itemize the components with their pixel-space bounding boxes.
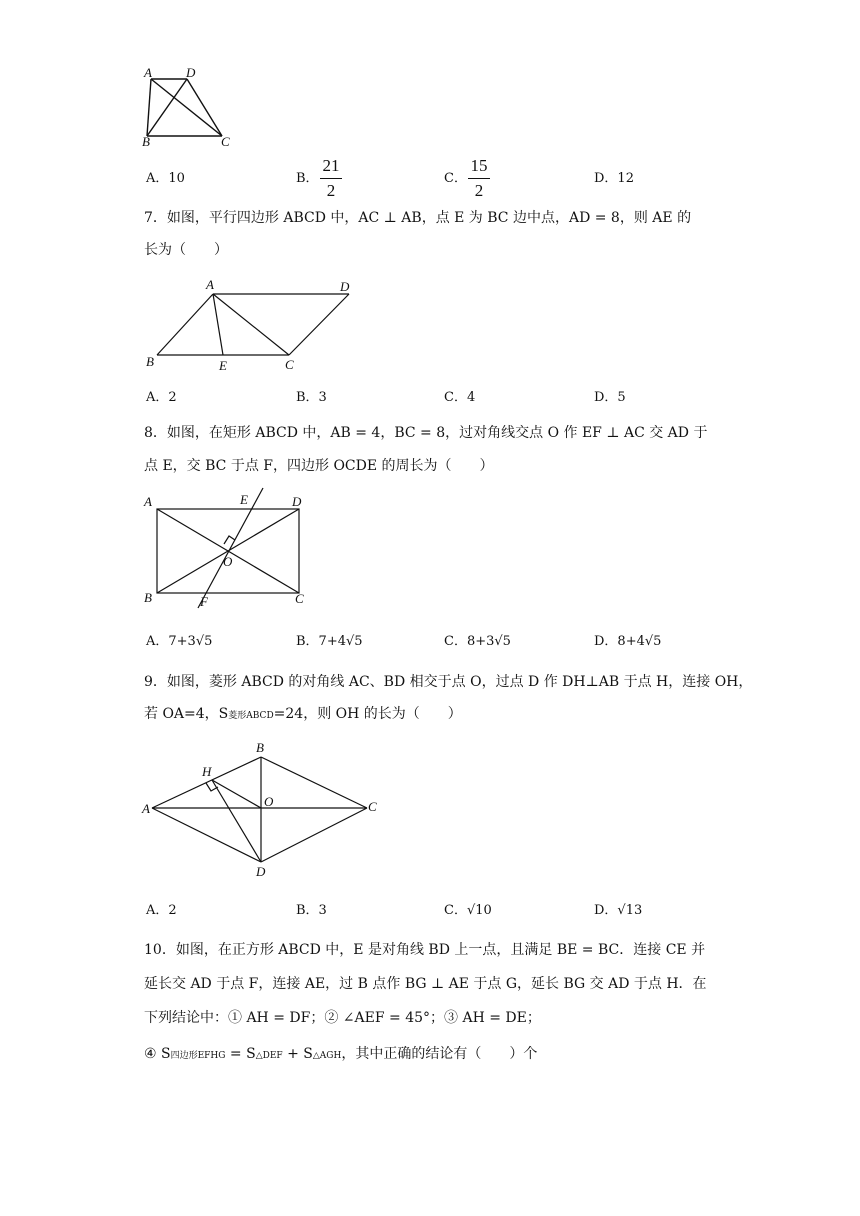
q10-line4-d: ，其中正确的结论有（ ）个 xyxy=(341,1046,538,1062)
q10-question-line3: 下列结论中：① AH = DF；② ∠AEF = 45°；③ AH = DE； xyxy=(144,1010,541,1026)
q10-line4-b: = S xyxy=(225,1046,256,1062)
q8-option-b: B．7+4√5 xyxy=(296,634,363,649)
q6-option-b-prefix: B． xyxy=(296,171,319,186)
q9-option-a: A．2 xyxy=(146,903,177,918)
q8-question-line1: 8．如图，在矩形 ABCD 中，AB = 4，BC = 8，过对角线交点 O 作 EF ⊥ AC 交 AD 于 xyxy=(144,425,708,441)
q9-figure xyxy=(140,738,390,880)
q10-sub-agh: △AGH xyxy=(312,1051,342,1061)
q7-label-a: A xyxy=(206,277,214,292)
q7-option-a: A．2 xyxy=(146,390,177,405)
q7-figure xyxy=(140,276,370,376)
q8-label-e: E xyxy=(240,492,248,507)
q8-label-f: F xyxy=(200,594,208,609)
q9-option-b: B．3 xyxy=(296,903,327,918)
q9-question-line1: 9．如图，菱形 ABCD 的对角线 AC、BD 相交于点 O，过点 D 作 DH⊥AB 于点 H，连接 OH， xyxy=(144,674,753,690)
q7-label-b: B xyxy=(146,354,154,369)
q9-label-d: D xyxy=(256,864,266,879)
q6-option-b-fraction xyxy=(320,156,342,201)
q10-question-line2: 延长交 AD 于点 F，连接 AE，过 B 点作 BG ⊥ AE 于点 G，延长 BG 交 AD 于点 H．在 xyxy=(144,976,707,992)
q10-line4-c: + S xyxy=(282,1046,313,1062)
q9-area-subscript: 菱形ABCD xyxy=(228,711,274,721)
q6-option-a: A．10 xyxy=(146,171,185,186)
q6-option-c-prefix: C． xyxy=(444,171,467,186)
q8-label-d: D xyxy=(292,494,302,509)
q6-label-c: C xyxy=(221,134,230,149)
q8-option-d: D．8+4√5 xyxy=(594,634,662,649)
q7-label-e: E xyxy=(219,358,227,373)
q10-sub-def: △DEF xyxy=(255,1051,283,1061)
q6-c-denominator: 2 xyxy=(474,181,484,200)
q8-label-c: C xyxy=(295,591,304,606)
q8-figure xyxy=(140,484,320,610)
q6-option-c-fraction xyxy=(468,156,490,201)
q6-label-a: A xyxy=(144,66,152,80)
q9-label-c: C xyxy=(368,799,377,814)
q8-label-b: B xyxy=(144,590,152,605)
q7-question-line2: 长为（ ） xyxy=(144,242,228,258)
q9-option-d: D．√13 xyxy=(594,903,643,918)
q8-question-line2: 点 E，交 BC 于点 F，四边形 OCDE 的周长为（ ） xyxy=(144,458,494,474)
q6-option-d: D．12 xyxy=(594,171,634,186)
q6-figure xyxy=(140,66,240,152)
q6-b-denominator: 2 xyxy=(326,181,336,200)
q9-option-c: C．√10 xyxy=(444,903,492,918)
q6-b-numerator: 21 xyxy=(322,156,340,175)
q9-label-b: B xyxy=(256,740,264,755)
q9-label-o: O xyxy=(264,794,274,809)
q10-line4-a: ④ S xyxy=(144,1046,171,1062)
q9-label-a: A xyxy=(142,801,150,816)
q9-line2-start: 若 OA=4，S xyxy=(144,706,229,722)
q10-question-line1: 10．如图，在正方形 ABCD 中，E 是对角线 BD 上一点，且满足 BE = BC．连接 CE 并 xyxy=(144,942,706,958)
q8-label-o: O xyxy=(223,554,233,569)
q9-question-line2 xyxy=(144,704,462,726)
q8-label-a: A xyxy=(144,494,152,509)
q6-label-d: D xyxy=(186,66,196,80)
q10-question-line4 xyxy=(144,1044,537,1066)
q6-c-numerator: 15 xyxy=(470,156,488,175)
q7-label-c: C xyxy=(285,357,294,372)
q6-label-b: B xyxy=(142,134,150,149)
q8-option-a: A．7+3√5 xyxy=(146,634,213,649)
q7-option-c: C．4 xyxy=(444,390,476,405)
q7-option-d: D．5 xyxy=(594,390,626,405)
q7-label-d: D xyxy=(340,279,350,294)
q9-line2-end: =24，则 OH 的长为（ ） xyxy=(273,706,462,722)
q10-sub-efhg: 四边形EFHG xyxy=(170,1051,226,1061)
q9-label-h: H xyxy=(202,764,212,779)
q8-option-c: C．8+3√5 xyxy=(444,634,511,649)
q7-option-b: B．3 xyxy=(296,390,327,405)
q7-question-line1: 7．如图，平行四边形 ABCD 中，AC ⊥ AB，点 E 为 BC 边中点，AD = 8，则 AE 的 xyxy=(144,210,692,226)
